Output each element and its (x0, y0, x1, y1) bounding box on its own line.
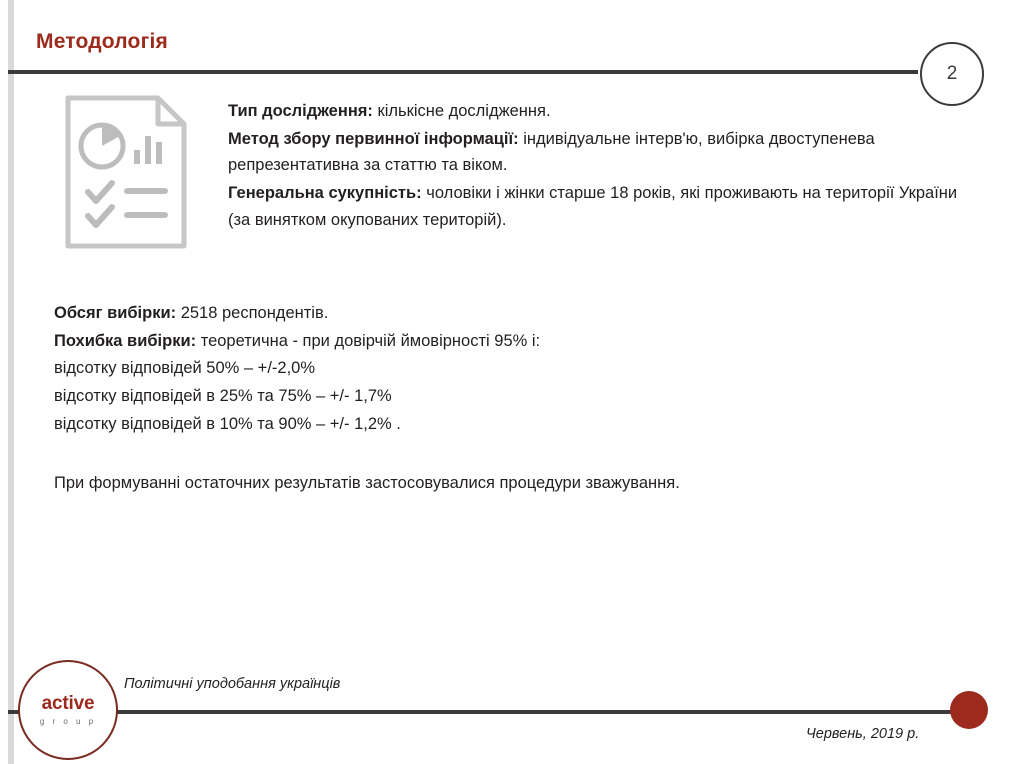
methodology-label: Генеральна сукупність: (228, 184, 422, 203)
methodology-top-block (228, 98, 980, 235)
methodology-value: чоловіки і жінки старше 18 років, які проживають на території України (за винятком окупованих територій). (228, 184, 958, 229)
footer-divider (8, 710, 963, 714)
page-number-label: 2 (946, 63, 958, 84)
methodology-value: кількісне дослідження. (372, 102, 551, 120)
methodology-line (228, 98, 980, 125)
sample-label: Обсяг вибірки: (54, 304, 177, 322)
weighting-note: При формуванні остаточних результатів застосовувалися процедури зважування. (54, 474, 680, 492)
sample-line: відсотку відповідей 50% – +/-2,0% (54, 359, 316, 378)
logo-sub-text: g r o u p (39, 717, 97, 726)
footer-date: Червень, 2019 р. (806, 726, 920, 742)
footer-dot-decoration (950, 691, 988, 729)
footer-presentation-title: Політичні уподобання українців (124, 676, 341, 692)
methodology-label: Метод збору первинної інформації: (228, 129, 519, 148)
sample-line: відсотку відповідей в 25% та 75% – +/- 1,7% (54, 387, 392, 406)
sample-value: теоретична - при довірчій ймовірності 95% і: (196, 331, 541, 350)
methodology-label: Тип дослідження: (228, 102, 373, 120)
methodology-value: індивідуальне інтерв'ю, вибірка двоступенева репрезентативна за статтю та віком. (228, 129, 875, 175)
sample-line (54, 300, 984, 327)
document-report-icon (62, 92, 190, 252)
left-accent-bar (8, 0, 14, 764)
active-group-logo (18, 660, 118, 760)
page-number-badge (920, 42, 984, 106)
sample-line: відсотку відповідей в 10% та 90% – +/- 1,2% . (54, 414, 401, 433)
header-divider (8, 70, 918, 74)
sample-line (54, 328, 984, 355)
sample-label: Похибка вибірки: (54, 331, 197, 350)
methodology-line (228, 126, 980, 179)
sample-value: 2518 респондентів. (176, 304, 329, 322)
logo-main-text: active (41, 693, 95, 714)
methodology-line (228, 180, 980, 233)
page-title: Методологія (36, 30, 169, 53)
sample-details-block (54, 300, 984, 439)
